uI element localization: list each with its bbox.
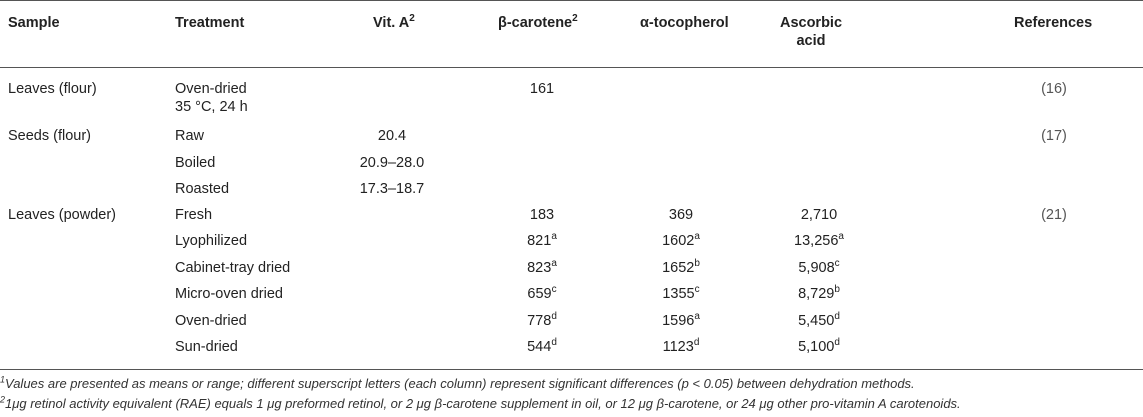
- cell-reference-link[interactable]: (21): [1041, 207, 1067, 223]
- cell-treatment: Boiled: [175, 155, 216, 171]
- cell-treatment: Sun-dried: [175, 339, 238, 355]
- header-treatment: Treatment: [175, 15, 245, 31]
- cell-alpha-tocopherol: 1602$^a$: [662, 231, 700, 249]
- cell-treatment: Oven-dried: [175, 313, 247, 329]
- cell-treatment: Fresh: [175, 207, 213, 223]
- cell-beta-carotene: 778$^d$: [527, 311, 557, 329]
- cell-treatment: Lyophilized: [175, 233, 248, 249]
- cell-vita: 20.9–28.0: [359, 155, 425, 171]
- cell-ascorbic-acid: 8,729$^b$: [798, 284, 840, 302]
- header-beta-carotene: β-carotene$^2$: [498, 13, 578, 31]
- cell-treatment: Raw: [175, 128, 205, 144]
- header-references: References: [1014, 15, 1093, 31]
- header-rule: [0, 67, 1143, 68]
- cell-ascorbic-acid: 2,710: [800, 207, 838, 223]
- cell-alpha-tocopherol: 1596$^a$: [662, 311, 700, 329]
- bottom-rule: [0, 369, 1143, 370]
- cell-beta-carotene: 821$^a$: [527, 231, 557, 249]
- top-rule: [0, 0, 1143, 1]
- cell-ascorbic-acid: 5,450$^d$: [798, 311, 840, 329]
- cell-reference-link[interactable]: (17): [1041, 128, 1067, 144]
- cell-beta-carotene: 659$^c$: [527, 284, 557, 302]
- cell-sample: Seeds (flour): [8, 128, 92, 144]
- cell-ascorbic-acid: 13,256$^a$: [794, 231, 844, 249]
- cell-alpha-tocopherol: 1355$^c$: [662, 284, 700, 302]
- cell-treatment: Roasted: [175, 181, 230, 197]
- footnote-1: $^1$Values are presented as means or range; different superscript letters (each column) represent significant differences (p < 0.05) between dehydration methods.: [0, 374, 915, 391]
- cell-alpha-tocopherol: 1123$^d$: [662, 337, 700, 355]
- cell-vita: 17.3–18.7: [359, 181, 425, 197]
- cell-beta-carotene: 823$^a$: [527, 258, 557, 276]
- cell-treatment: Cabinet-tray dried: [175, 260, 291, 276]
- cell-reference-link[interactable]: (16): [1041, 81, 1067, 97]
- cell-vita: 20.4: [377, 128, 407, 144]
- header-ascorbic-acid: Ascorbic acid: [779, 15, 843, 49]
- cell-beta-carotene: 161: [529, 81, 555, 97]
- cell-treatment: Oven-dried 35 °C, 24 h: [175, 81, 248, 115]
- header-sample: Sample: [8, 15, 60, 31]
- cell-sample: Leaves (powder): [8, 207, 116, 223]
- cell-sample: Leaves (flour): [8, 81, 97, 97]
- footnote-2: $^2$1μg retinol activity equivalent (RAE) equals 1 μg preformed retinol, or 2 μg β-carotene supplement in oil, or 12 μg β-carotene, or 24 μg other pro-vitamin A carotenoids.: [0, 394, 961, 411]
- cell-alpha-tocopherol: 369: [668, 207, 694, 223]
- cell-ascorbic-acid: 5,100$^d$: [798, 337, 840, 355]
- cell-alpha-tocopherol: 1652$^b$: [662, 258, 700, 276]
- cell-ascorbic-acid: 5,908$^c$: [798, 258, 840, 276]
- cell-beta-carotene: 544$^d$: [527, 337, 557, 355]
- header-vita: Vit. $A^2$: [373, 13, 415, 31]
- header-alpha-tocopherol: α-tocopherol: [640, 15, 729, 31]
- cell-beta-carotene: 183: [529, 207, 555, 223]
- cell-treatment: Micro-oven dried: [175, 286, 283, 302]
